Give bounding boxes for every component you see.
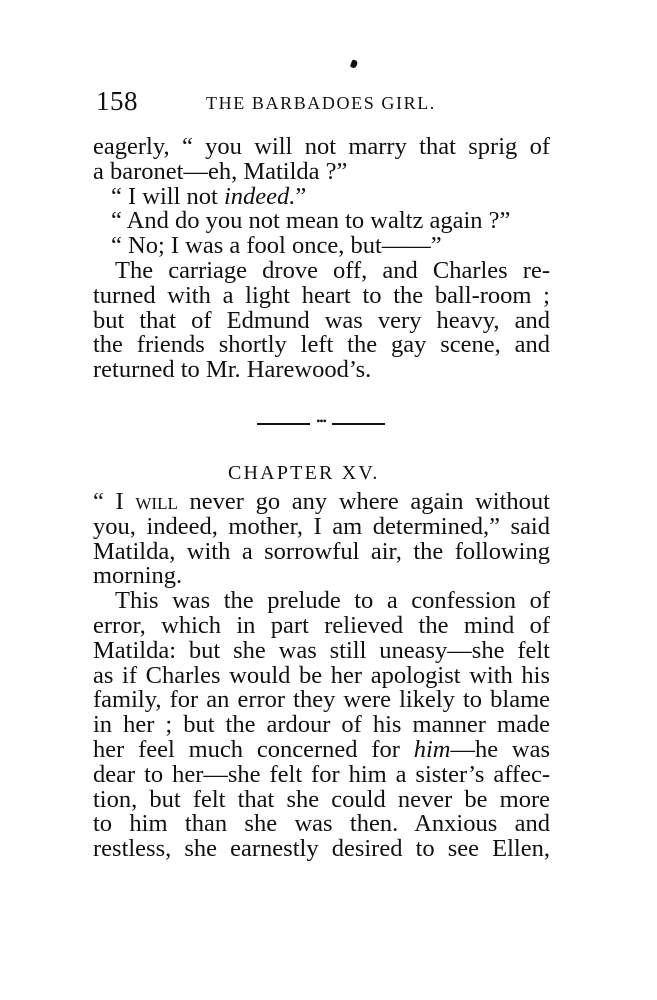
text-line: tion, but felt that she could never be more [93,785,550,813]
text-line: a baronet—eh, Matilda ?” [93,157,348,185]
section-divider-ornament [257,414,385,429]
text-line: eagerly, “ you will not marry that sprig of [93,133,550,160]
text-line: but that of Edmund was very heavy, and [93,306,550,334]
text-line: “ No; I was a fool once, but——” [111,232,442,260]
text-line [93,490,550,515]
text-line: to him than she was then. Anxious and [93,810,550,838]
page-number: 158 [96,86,138,116]
text-line: This was the prelude to a confession of [115,587,550,615]
text-line: The carriage drove off, and Charles re- [115,256,550,284]
text-line [93,735,550,763]
text-line: the friends shortly left the gay scene, and [93,331,550,359]
emphasis-indeed: indeed. [223,182,296,210]
text-line: “ And do you not mean to waltz again ?” [111,207,511,235]
text-run: her feel much concerned for [93,735,414,763]
running-head [96,86,546,118]
text-line: morning. [93,562,183,590]
text-run: “ I [93,488,136,515]
text-line: family, for an error they were likely to blame [93,686,550,714]
emphasis-him: him [413,735,451,763]
text-line: Matilda, with a sorrowful air, the following [93,537,550,565]
text-line: returned to Mr. Harewood’s. [93,356,372,384]
text-run: —he was [450,735,550,763]
text-line: restless, she earnestly desired to see Ellen, [93,835,550,863]
opening-small-caps: will [135,488,178,515]
text-line: you, indeed, mother, I am determined,” said [93,512,550,540]
text-run: never go any where again without [177,488,550,515]
text-run: “ I will not [111,182,224,210]
chapter-body [93,490,550,862]
book-title: THE BARBADOES GIRL. [206,93,436,113]
previous-chapter-ending [93,135,550,383]
text-line: in her ; but the ardour of his manner made [93,711,550,739]
text-line: as if Charles would be her apologist with his [93,661,550,689]
text-line: error, which in part relieved the mind of [93,611,550,639]
divider-rule-right [332,423,385,425]
text-run: ” [295,182,307,210]
chapter-heading: CHAPTER XV. [228,462,380,484]
ink-speck [350,59,358,69]
text-line: Matilda: but she was still uneasy—she felt [93,636,550,664]
text-line: turned with a light heart to the ball-room ; [93,281,550,309]
divider-dots: ••• [316,414,326,428]
text-line: dear to her—she felt for him a sister’s affec- [93,760,550,788]
text-line [93,182,550,210]
divider-rule-left [257,423,310,425]
